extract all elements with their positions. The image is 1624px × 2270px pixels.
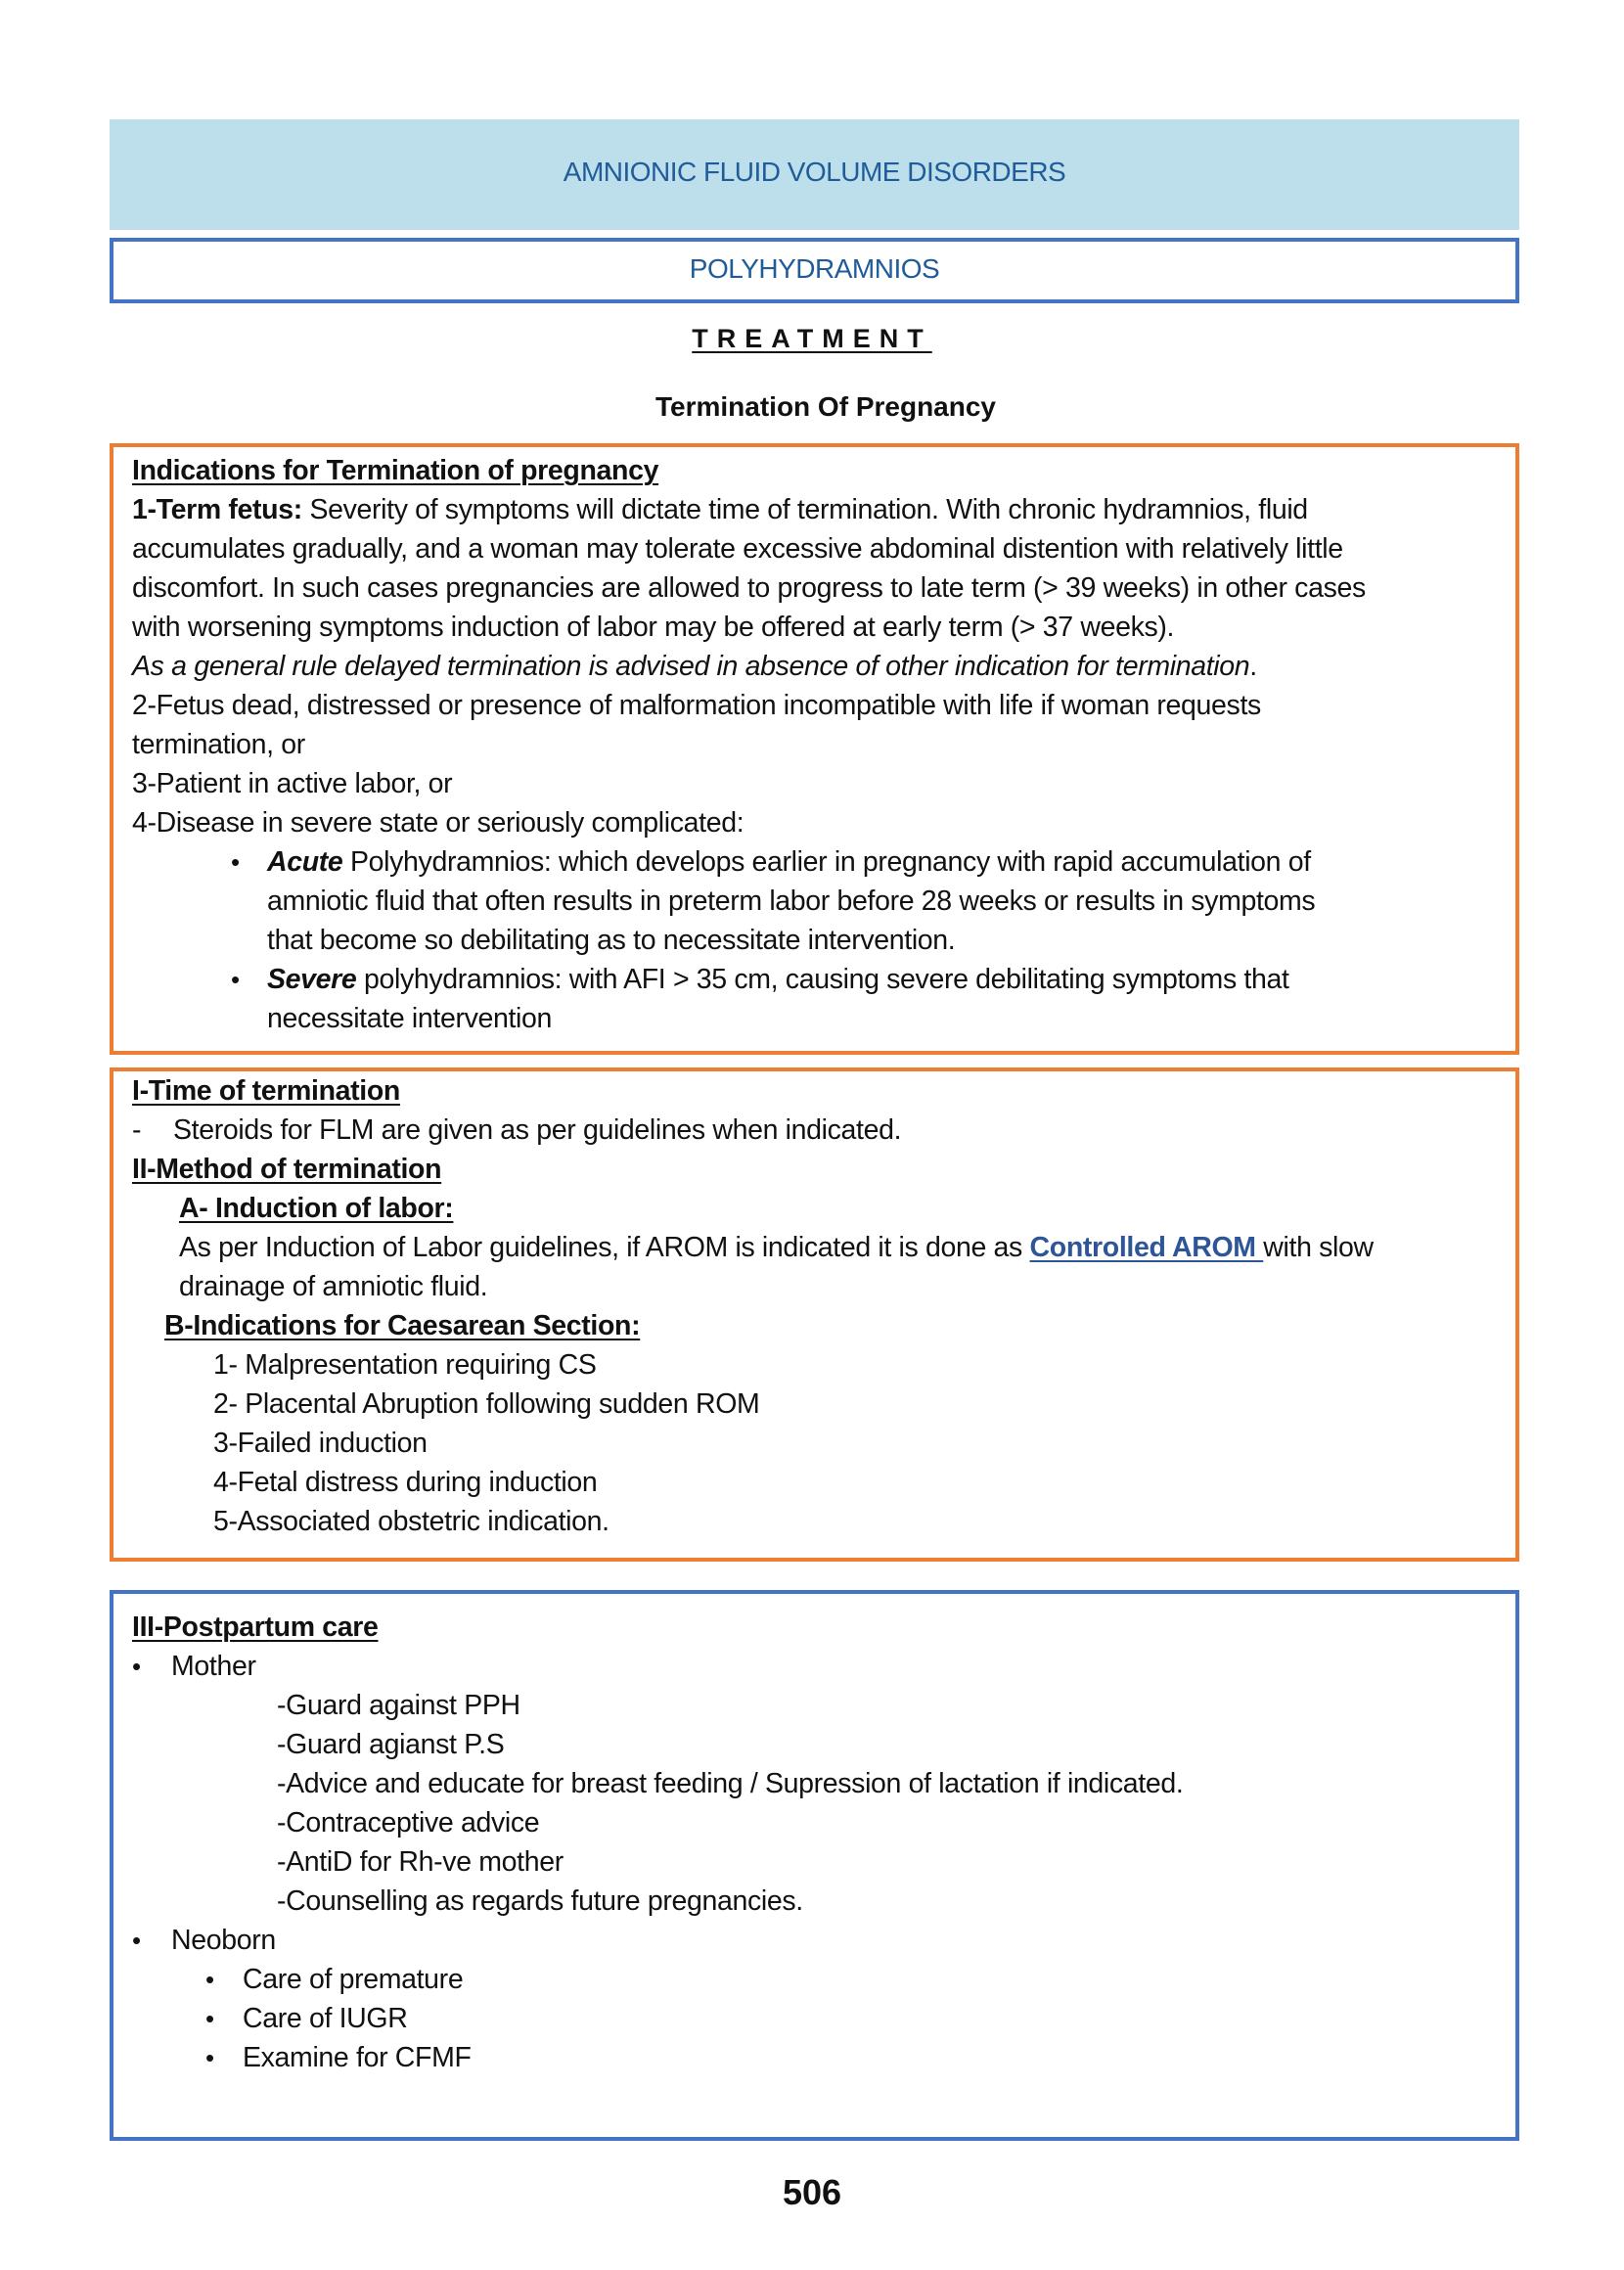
general-rule [132, 647, 1257, 686]
severe-text: polyhydramnios: with AFI > 35 cm, causing severe debilitating symptoms that [356, 964, 1289, 995]
page-number: 506 [782, 2172, 842, 2212]
postpartum-box [110, 1590, 1519, 2141]
induction-text-after: with slow [1263, 1232, 1374, 1263]
page-subtitle: POLYHYDRAMNIOS [689, 253, 940, 284]
general-rule-text: As a general rule delayed termination is advised in absence of other indication for termination [132, 651, 1250, 682]
page-title: AMNIONIC FLUID VOLUME DISORDERS [563, 157, 1066, 187]
bullet-icon: • [205, 1965, 215, 1994]
mother-item: -AntiD for Rh-ve mother [277, 1846, 564, 1878]
cs-item: 5-Associated obstetric indication. [213, 1506, 609, 1537]
indications-box [110, 443, 1519, 1055]
time-heading: I-Time of termination [132, 1075, 400, 1107]
newborn-label: Neoborn [171, 1925, 276, 1956]
mother-item: -Guard agianst P.S [277, 1729, 505, 1760]
time-dash: - [132, 1114, 142, 1146]
newborn-item: Examine for CFMF [243, 2042, 472, 2073]
section-subheading: Termination Of Pregnancy [655, 391, 996, 422]
severe-line2: necessitate intervention [267, 1003, 553, 1034]
item1-text: Severity of symptoms will dictate time of termination. With chronic hydramnios, fluid [301, 494, 1308, 525]
mother-item: -Advice and educate for breast feeding / Supression of lactation if indicated. [277, 1768, 1184, 1799]
method-heading: II-Method of termination [132, 1154, 442, 1185]
severe-line1 [267, 960, 1289, 999]
induction-heading: A- Induction of labor: [179, 1193, 454, 1224]
bullet-icon: • [132, 1652, 142, 1681]
bullet-icon: • [132, 1926, 142, 1955]
item1-line3: discomfort. In such cases pregnancies are allowed to progress to late term (> 39 weeks) in other cases [132, 572, 1366, 604]
item1-label: 1-Term fetus: [132, 494, 302, 525]
method-box [110, 1067, 1519, 1562]
severe-label: Severe [267, 964, 357, 995]
mother-label: Mother [171, 1651, 256, 1682]
bullet-icon: • [231, 847, 241, 877]
header-band [110, 119, 1519, 230]
cs-item: 1- Malpresentation requiring CS [213, 1349, 597, 1381]
indications-heading: Indications for Termination of pregnancy [132, 455, 659, 486]
subtitle-box [110, 238, 1519, 303]
cs-item: 4-Fetal distress during induction [213, 1467, 598, 1498]
cs-item: 2- Placental Abruption following sudden ROM [213, 1388, 760, 1420]
bullet-icon: • [231, 965, 241, 994]
mother-item: -Guard against PPH [277, 1690, 520, 1721]
induction-text [179, 1228, 1374, 1267]
mother-item: -Contraceptive advice [277, 1807, 540, 1839]
item2-line2: termination, or [132, 729, 305, 760]
acute-line1 [267, 842, 1311, 882]
controlled-arom-link[interactable]: Controlled AROM [1029, 1232, 1264, 1263]
newborn-item: Care of IUGR [243, 2003, 408, 2034]
item1-line2: accumulates gradually, and a woman may tolerate excessive abdominal distention with relatively little [132, 533, 1343, 565]
cs-item: 3-Failed induction [213, 1428, 428, 1459]
item3: 3-Patient in active labor, or [132, 768, 453, 799]
item2-line1: 2-Fetus dead, distressed or presence of malformation incompatible with life if woman requests [132, 690, 1261, 721]
newborn-item: Care of premature [243, 1964, 464, 1995]
induction-text-line2: drainage of amniotic fluid. [179, 1271, 488, 1302]
bullet-icon: • [205, 2043, 215, 2072]
item4: 4-Disease in severe state or seriously complicated: [132, 807, 744, 839]
section-heading-text: TREATMENT [692, 324, 932, 353]
bullet-icon: • [205, 2004, 215, 2033]
acute-line3: that become so debilitating as to necessitate intervention. [267, 925, 956, 956]
postpartum-heading: III-Postpartum care [132, 1612, 379, 1643]
item1-line1 [132, 490, 1308, 529]
cs-heading: B-Indications for Caesarean Section: [164, 1310, 641, 1341]
item1-line4: with worsening symptoms induction of labor may be offered at early term (> 37 weeks). [132, 612, 1175, 643]
mother-item: -Counselling as regards future pregnancies. [277, 1885, 803, 1917]
induction-text-before: As per Induction of Labor guidelines, if AROM is indicated it is done as [179, 1232, 1030, 1263]
time-item: Steroids for FLM are given as per guidelines when indicated. [173, 1114, 902, 1146]
acute-label: Acute [267, 846, 343, 878]
acute-text: Polyhydramnios: which develops earlier in pregnancy with rapid accumulation of [342, 846, 1311, 878]
acute-line2: amniotic fluid that often results in preterm labor before 28 weeks or results in symptoms [267, 885, 1316, 917]
section-heading [0, 324, 1624, 354]
general-rule-end: . [1249, 651, 1257, 682]
